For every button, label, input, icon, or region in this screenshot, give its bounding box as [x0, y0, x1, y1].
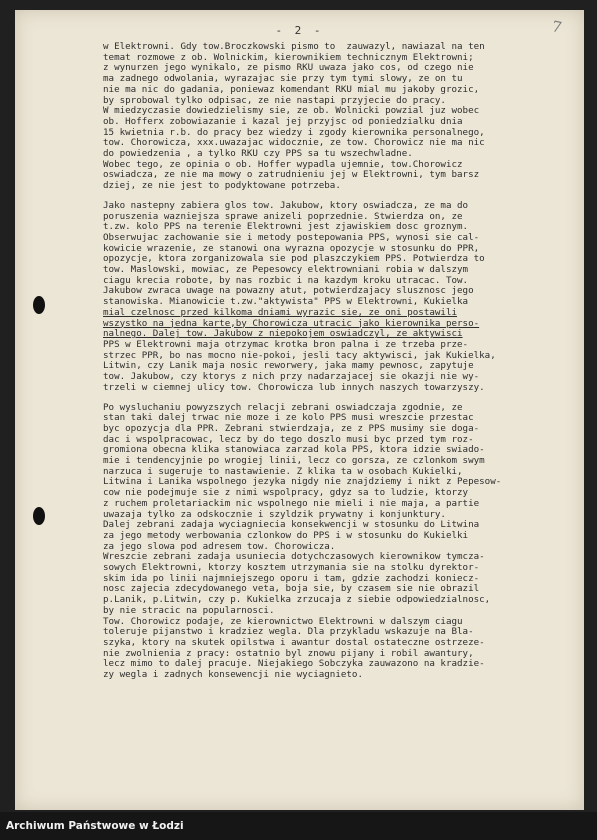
text-line: mial czelnosc przed kilkoma dniami wyrazic sie, ze oni postawili [103, 307, 458, 318]
text-line: Litwin, czy Lanik maja nosic reworwery, jaka mamy pewnosc, zapytuje [103, 361, 474, 372]
text-line: 15 kwietnia r.b. do pracy bez wiedzy i zgody kierownika personalnego, [103, 127, 485, 138]
text-line: narzuca i sugeruje to nastawienie. Z klika ta w osobach Kukielki, [103, 466, 463, 477]
paragraph [103, 201, 573, 394]
text-line: p.Lanik, p.Litwin, czy p. Kukielka zrzucaja z siebie odpowiedzialnosc, [103, 595, 491, 606]
handwritten-corner-mark: 7 [550, 17, 564, 37]
text-line: strzec PPR, bo nas mocno nie-pokoi, jesli tacy aktywisci, jak Kukielka, [103, 350, 496, 361]
paragraph [103, 403, 573, 681]
text-line: tow. Maslowski, mowiac, ze Pepesowcy elektrowniani robia w dalszym [103, 265, 469, 276]
typewritten-text [103, 42, 573, 690]
text-line: Wreszcie zebrani zadaja usuniecia dotychczasowych kierownikow tymcza- [103, 552, 485, 563]
text-line: byc opozycja dla PPR. Zebrani stwierdzaja, ze z PPS musimy sie doga- [103, 423, 480, 434]
text-line: oswiadcza, ze nie ma mowy o zatrudnieniu jej w Elektrowni, tym barsz [103, 170, 480, 181]
text-line: tow. Chorowicza, xxx.uwazajac widocznie, ze tow. Chorowicz nie ma nic [103, 138, 485, 149]
text-line: Po wysluchaniu powyzszych relacji zebrani oswiadczaja zgodnie, ze [103, 402, 463, 413]
paragraph [103, 42, 573, 192]
text-line: zy wegla i zadnych konsewencji nie wyciagnieto. [103, 670, 363, 681]
text-line: nosc zajecia zdecydowanego veta, boja sie, by czasem sie nie obrazil [103, 584, 480, 595]
text-line: opozycje, ktora zorganizowala sie pod plaszczykiem PPS. Potwierdza to [103, 254, 485, 265]
text-line: Jako nastepny zabiera glos tow. Jakubow, ktory oswiadcza, ze ma do [103, 200, 469, 211]
archive-label: Archiwum Państwowe w Łodzi [6, 820, 184, 832]
text-line: ma zadnego odwolania, wyrazajac sie przy tym tymi slowy, ze on tu [103, 74, 463, 85]
text-line: tow. Jakubow, czy ktorys z nich przy nadarzajacej sie okazji nie wy- [103, 372, 480, 383]
text-line: Dalej zebrani zadaja wyciagniecia konsekwencji w stosunku do Litwina [103, 520, 480, 531]
punch-hole [33, 296, 45, 314]
text-line: sowych Elektrowni, ktorzy kosztem utrzymania sie na stolku dyrektor- [103, 563, 480, 574]
text-line: PPS w Elektrowni maja otrzymac krotka bron palna i ze trzeba prze- [103, 339, 469, 350]
text-line: w Elektrowni. Gdy tow.Broczkowski pismo to zauwazyl, nawiazal na ten [103, 42, 485, 52]
text-line: stanowiska. Mianowicie t.zw."aktywista" PPS w Elektrowni, Kukielka [103, 297, 469, 308]
punch-hole [33, 507, 45, 525]
text-line: lecz mimo to dalej pracuje. Niejakiego Sobczyka zauwazono na kradzie- [103, 659, 485, 670]
text-line: Obserwujac zachowanie sie i metody postepowania PPS, wynosi sie cal- [103, 232, 480, 243]
text-line: za jego metody werbowania czlonkow do PPS i w stosunku do Kukielki [103, 530, 469, 541]
text-line: Wobec tego, ze opinia o ob. Hoffer wypadla ujemnie, tow.Chorowicz [103, 159, 463, 170]
text-line: kowicie wrazenie, ze stanowi ona wyrazna opozycje w stosunku do PPR, [103, 243, 480, 254]
text-line: szyka, ktory na skutek opilstwa i awantur dostal ostateczne ostrzeze- [103, 637, 485, 648]
footer-bar [0, 812, 597, 840]
document-page [15, 10, 584, 810]
text-line: temat rozmowe z ob. Wolnickim, kierownikiem technicznym Elektrowni; [103, 52, 474, 63]
text-line: mie i tendencyjnie po wrogiej linii, lecz co gorsza, ze czlonkom swym [103, 456, 485, 467]
text-line: skim ida po linii najmniejszego oporu i tam, gdzie zachodzi koniecz- [103, 573, 480, 584]
text-line: t.zw. kolo PPS na terenie Elektrowni jest zjawiskiem dosc groznym. [103, 222, 469, 233]
text-line: poruszenia wazniejsza sprawe anizeli poprzednie. Stwierdza on, ze [103, 211, 463, 222]
text-line: gromiona obecna klika stanowiaca zarzad kola PPS, ktora idzie swiado- [103, 445, 485, 456]
text-line: wszystko na jedna karte,by Chorowicza utracic jako kierownika perso- [103, 318, 480, 329]
text-line: Tow. Chorowicz podaje, ze kierownictwo Elektrowni w dalszym ciagu [103, 616, 463, 627]
text-line: dac i wspolpracowac, lecz by do tego doszlo musi byc przed tym roz- [103, 434, 474, 445]
text-line: za jego slowa pod adresem tow. Chorowicza. [103, 541, 336, 552]
text-line: uwazaja tylko za odskocznie i szyldzik prywatny i konjunktury. [103, 509, 446, 520]
text-line: nie ma nic do gadania, poniewaz komendant RKU mial mu jakoby grozic, [103, 84, 480, 95]
text-line: toleruje pijanstwo i kradziez wegla. Dla przykladu wskazuje na Bla- [103, 627, 474, 638]
text-line: stan taki dalej trwac nie moze i ze kolo PPS musi wreszcie przestac [103, 413, 474, 424]
text-line: z ruchem proletariackim nic wspolnego nie mieli i nie maja, a partie [103, 498, 480, 509]
text-line: nie zwolnienia z pracy: ostatnio byl znowu pijany i robil awantury, [103, 648, 474, 659]
text-line: Jakubow zwraca uwage na powazny atut, potwierdzajacy slusznosc jego [103, 286, 474, 297]
page-number: - 2 - [275, 24, 324, 37]
text-line: W miedzyczasie dowiedzielismy sie, ze ob. Wolnicki powzial juz wobec [103, 106, 480, 117]
text-line: nalnego. Dalej tow. Jakubow z niepokojem oswiadczyl, ze aktywisci [103, 329, 463, 340]
text-line: dziej, ze nie jest to podyktowane potrzeba. [103, 181, 341, 192]
text-line: ob. Hofferx zobowiazanie i kazal jej przyjsc od poniedzialku dnia [103, 116, 463, 127]
text-line: by nie stracic na popularnosci. [103, 605, 275, 616]
text-line: z wynurzen jego wynikalo, ze pismo RKU uwaza jako cos, od czego nie [103, 63, 474, 74]
text-line: trzeli w ciemnej ulicy tow. Chorowicza lub innych naszych towarzyszy. [103, 382, 485, 393]
text-line: by sprobowal tylko odpisac, ze nie nastapi przyjecie do pracy. [103, 95, 446, 106]
text-line: do powiedzenia , a tylko RKU czy PPS sa tu wszechwladne. [103, 149, 413, 160]
text-line: cow nie podejmuje sie z nimi wspolpracy, gdyz sa to ludzie, ktorzy [103, 488, 469, 499]
text-line: Litwina i Lanika wspolnego jezyka nigdy nie znajdziemy i nikt z Pepesow- [103, 477, 502, 488]
text-line: ciagu krecia robote, by nas rozbic i na kazdym kroku utracac. Tow. [103, 275, 469, 286]
